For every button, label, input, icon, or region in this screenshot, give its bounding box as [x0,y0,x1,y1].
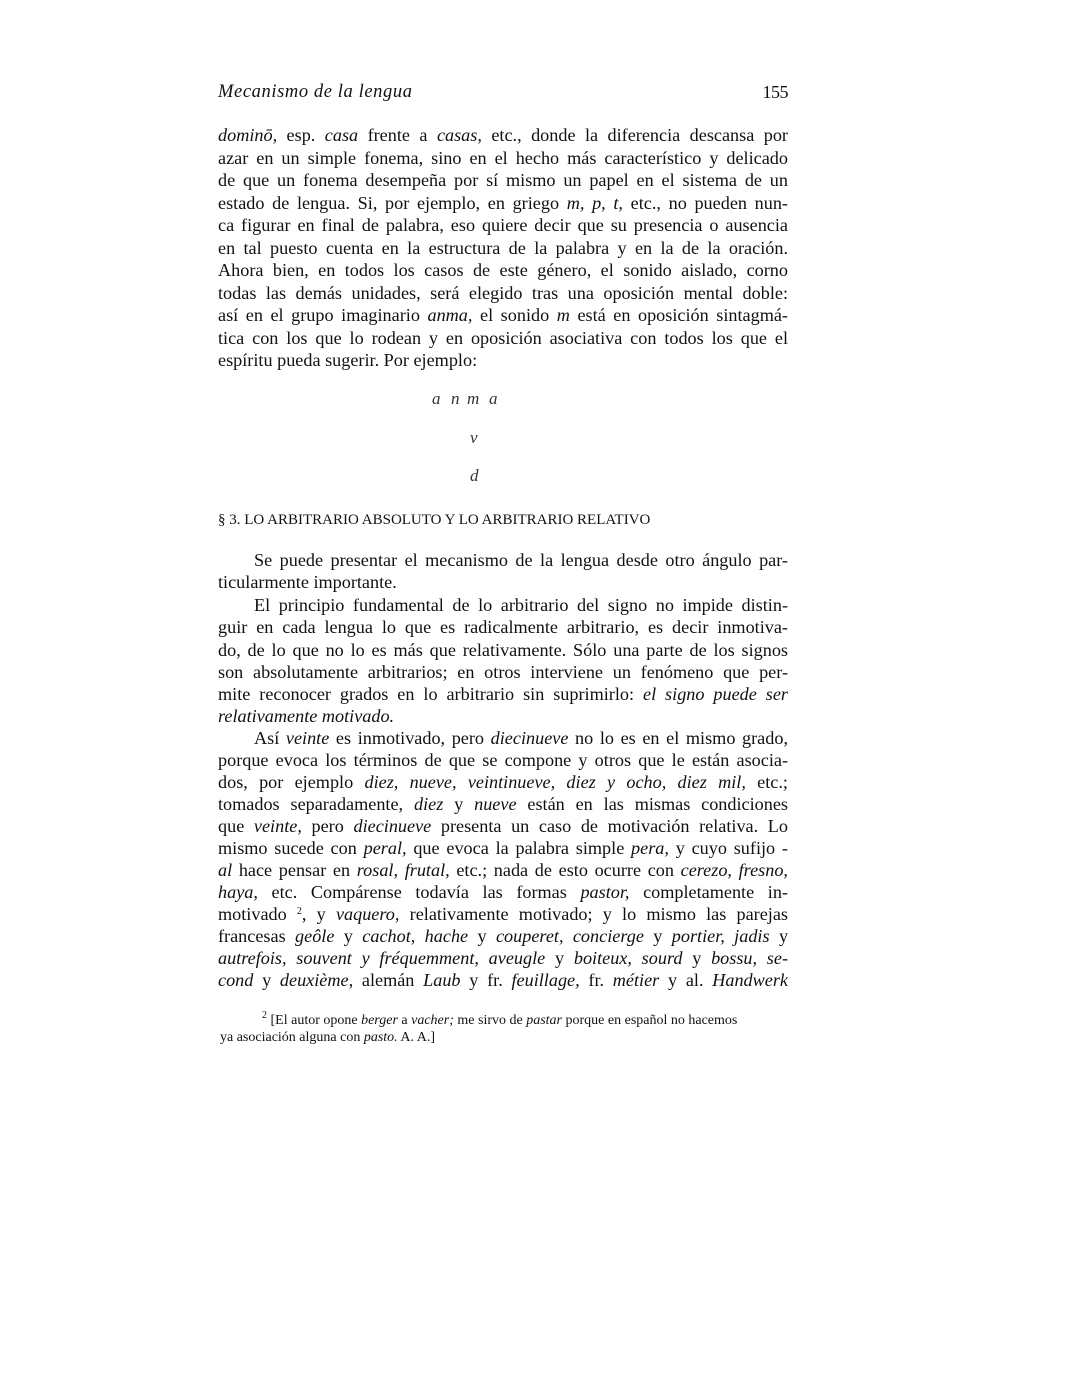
text-line: Ahora bien, en todos los casos de este género, el sonido aislado, corno [218,260,788,280]
text-line: son absolutamente arbitrarios; en otros interviene un fenómeno que per- [218,662,788,682]
diagram-letter: m [467,389,480,408]
text-line: haya, etc. Compárense todavía las formas pastor, completamente in- [218,882,788,902]
footnote-marker: 2 [262,1010,267,1021]
diagram-letter: d [470,466,479,485]
text-line: tomados separadamente, diez y nueve están en las mismas condiciones [218,794,789,814]
text-line: así en el grupo imaginario anma, el sonido m está en oposición sintagmá- [218,305,788,325]
text-line: motivado $^2$, y vaquero, relativamente motivado; y lo mismo las parejas [218,904,789,924]
text-line: ticularmente importante. [218,572,397,592]
footnote-line: $^2$ [El autor opone berger a vacher; me sirvo de pastar porque en español no hacemos [262,1010,738,1028]
text-line: tica con los que lo rodean y en oposición asociativa con todos los que el [218,328,788,348]
footnote-line: ya asociación alguna con pasto. A. A.] [220,1030,436,1045]
text-line: azar en un simple fonema, sino en el hecho más característico y delicado [218,148,788,168]
text-line: Así veinte es inmotivado, pero diecinueve no lo es en el mismo grado, [254,728,788,748]
text-line: autrefois, souvent y fréquemment, aveugle y boiteux, sourd y bossu, se- [218,948,789,968]
footnote-reference[interactable]: 2 [296,906,302,917]
text-line: al hace pensar en rosal, frutal, etc.; nada de esto ocurre con cerezo, fresno, [218,860,788,880]
text-line: todas las demás unidades, será elegido tras una oposición mental doble: [218,283,788,303]
diagram-letter: a [432,389,441,408]
text-line: dos, por ejemplo diez, nueve, veintinueve, diez y ocho, diez mil, etc.; [218,772,788,792]
text-line: en tal puesto cuenta en la estructura de la palabra y en la de la oración. [218,238,788,258]
text-line: de que un fonema desempeña por sí mismo un papel en el sistema de un [218,170,788,190]
text-line: mismo sucede con peral, que evoca la palabra simple pera, y cuyo sufijo - [218,838,788,858]
text-line: relativamente motivado. [218,706,395,726]
diagram-letter: n [451,389,460,408]
text-line: guir en cada lengua lo que es radicalmente arbitrario, es decir inmotiva- [218,617,788,637]
page-number: 155 [762,82,788,102]
running-title: Mecanismo de la lengua [218,82,413,102]
diagram-letter: a [489,389,498,408]
text-line: cond y deuxième, alemán Laub y fr. feuillage, fr. métier y al. Handwerk [218,970,789,990]
text-line: que veinte, pero diecinueve presenta un caso de motivación relativa. Lo [218,816,789,836]
text-line: espíritu pueda sugerir. Por ejemplo: [218,350,478,370]
text-line: ca figurar en final de palabra, eso quiere decir que su presencia o ausencia [218,215,788,235]
text-line: mite reconocer grados en lo arbitrario sin suprimirlo: el signo puede ser [218,684,788,704]
text-line: francesas geôle y cachot, hache y couperet, concierge y portier, jadis y [218,926,789,946]
running-header [218,82,788,106]
text-line: dominō, esp. casa frente a casas, etc., donde la diferencia descansa por [218,125,788,145]
text-line: porque evoca los términos de que se compone y otros que le están asocia- [218,750,788,770]
text-line: Se puede presentar el mecanismo de la lengua desde otro ángulo par- [254,550,788,570]
text-line: do, de lo que no lo es más que relativamente. Sólo una parte de los signos [218,640,788,660]
section-heading: § 3. LO ARBITRARIO ABSOLUTO Y LO ARBITRARIO RELATIVO [218,512,651,528]
text-line: El principio fundamental de lo arbitrario del signo no impide distin- [254,595,788,615]
diagram-letter: v [470,428,478,447]
text-line: estado de lengua. Si, por ejemplo, en griego m, p, t, etc., no pueden nun- [218,193,788,213]
